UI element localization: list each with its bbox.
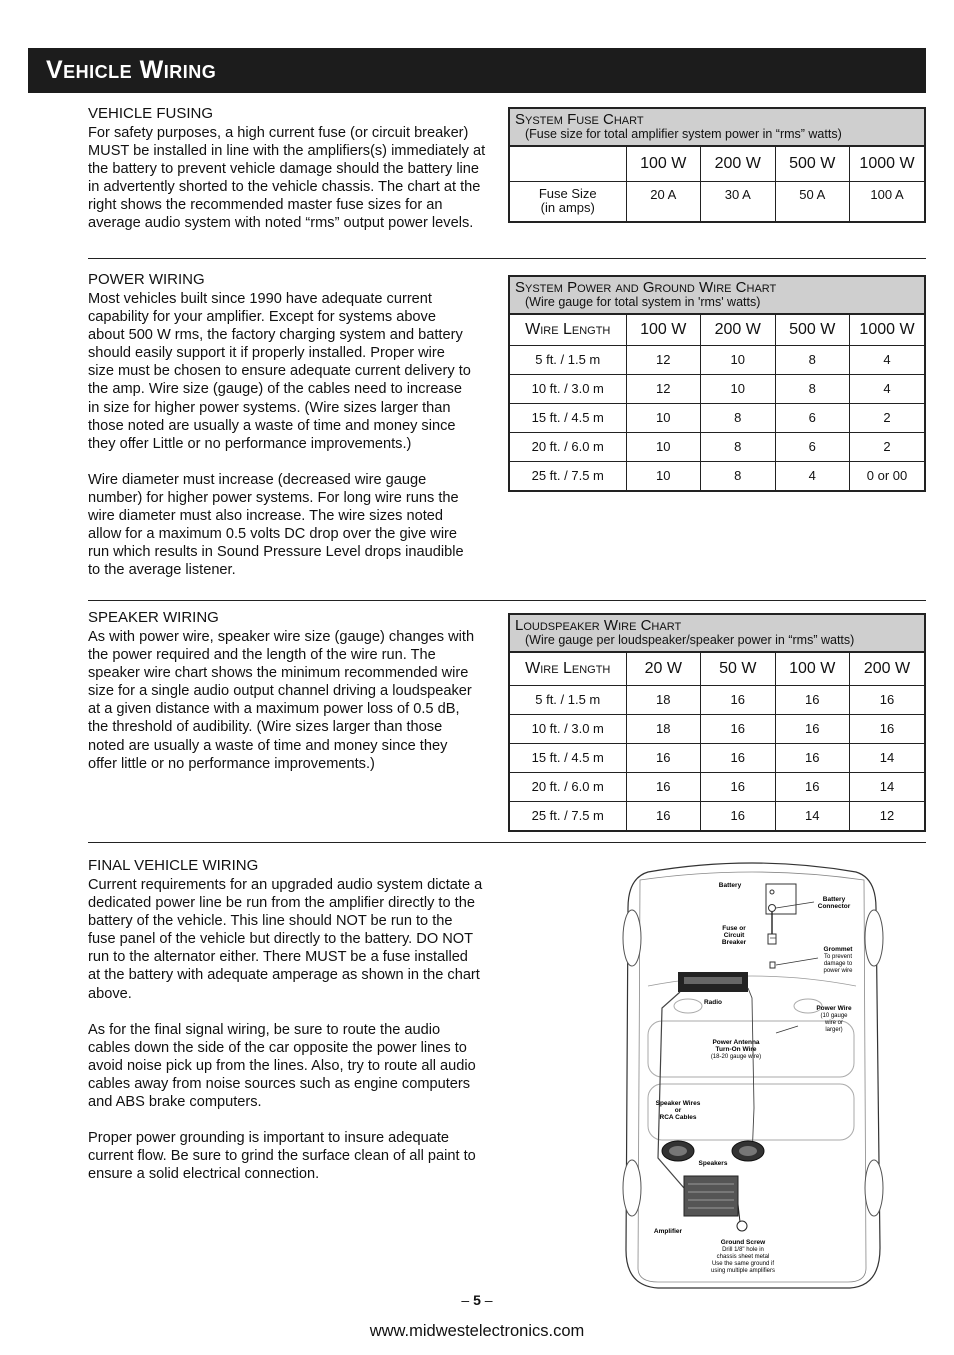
power-chart-gauge-cell: 6 [775,432,850,461]
power-chart-length-cell: 10 ft. / 3.0 m [510,374,626,403]
power-chart-gauge-cell: 8 [775,374,850,403]
fuse-icon [768,934,776,944]
section-speaker-wiring [88,608,498,791]
speaker-chart-col-header: 20 W [626,653,701,685]
battery-icon [766,884,796,914]
power-chart-gauge-cell: 12 [626,374,701,403]
power-chart-gauge-cell: 12 [626,345,701,374]
fuse-chart-cell: 50 A [775,181,850,221]
grommet-icon [770,962,775,968]
speaker-chart-subtitle: (Wire gauge per loudspeaker/speaker power in “rms” watts) [525,633,855,647]
section-power-wiring [88,270,498,597]
power-wire-note: (10 gauge [820,1013,848,1019]
speaker-chart-gauge-cell: 18 [626,685,701,714]
fuse-chart-cell: 20 A [626,181,701,221]
footer-website-link[interactable]: www.midwestelectronics.com [369,1322,585,1340]
fuse-chart-row-label [510,181,626,221]
power-chart-gauge-cell: 2 [850,432,925,461]
speaker-chart-header [510,615,924,653]
title-banner [28,48,926,93]
power-chart-gauge-cell: 8 [701,432,776,461]
page-number-suffix: – [480,1292,493,1308]
speaker-chart-col-header: Wire Length [510,653,626,685]
fuse-size-unit-label: (in amps) [540,200,595,216]
power-chart-title: System Power and Ground Wire Chart [515,279,777,296]
power-chart-length-cell: 25 ft. / 7.5 m [510,461,626,490]
power-chart-gauge-cell: 10 [626,403,701,432]
speaker-chart-gauge-cell: 16 [775,685,850,714]
section-body-final-2: As for the final signal wiring, be sure to route the audio cables down the side of the car opposite the power lines to avoid noise pick up from the lines. Also, try to route all audio cables away from noise sources such as engine computers and ABS brake computers. [88,1021,476,1111]
section-final-wiring [88,856,498,1201]
power-chart-length-cell: 5 ft. / 1.5 m [510,345,626,374]
power-chart-row [510,374,924,403]
power-chart-gauge-cell: 10 [626,432,701,461]
grommet-label: Grommet [823,946,853,953]
grommet-note: power wire [823,968,853,974]
fuse-chart-col-header: 1000 W [850,147,925,181]
power-chart-gauge-cell: 10 [626,461,701,490]
section-body-power-1: Most vehicles built since 1990 have adequate current capability for your amplifier. Except for systems above about 500 W rms, the factory charging system and battery should easily support it if properly installed. Proper wire size must be chosen to ensure adequate current delivery to the amp. Wire size (gauge) of the cables need to increase in size for higher power systems. (Wire sizes larger than those noted are usually a waste of time and money since they offer Little or no performance improvements.) [88,291,471,452]
speaker-chart-length-cell: 15 ft. / 4.5 m [510,743,626,772]
section-body-final-1: Current requirements for an upgraded audio system dictate a dedicated power line be run from the amplifier directly to the battery of the vehicle. This line should NOT be run to the fuse panel of the vehicle but directly to the battery. DO NOT run to the alternator either. There MUST be a fuse installed at the battery with adequate amperage as shown in the chart above. [88,877,483,1002]
ground-screw-label: Ground Screw [720,1239,766,1246]
fuse-chart-title: System Fuse Chart [515,111,644,128]
speaker-chart-gauge-cell: 16 [850,714,925,743]
speaker-chart-col-header: 200 W [850,653,925,685]
vehicle-wiring-diagram [618,858,886,1290]
battery-label: Battery [718,882,742,889]
section-heading-speaker: SPEAKER WIRING [88,609,219,626]
section-body-power-2: Wire diameter must increase (decreased wire gauge number) for higher power systems. For long wire runs the wire diameter must also increase. The wire sizes noted allow for a maximum 0.5 volts DC drop over the give wire run which results in Sound Pressure Level drops inaudible to the average listener. [88,471,464,579]
section-heading-fusing: VEHICLE FUSING [88,105,214,122]
fuse-chart-table [510,147,924,221]
power-chart-subtitle: (Wire gauge for total system in 'rms' watts) [525,295,761,309]
power-chart-row [510,403,924,432]
ground-screw-note: Drill 1/8" hole in [722,1247,764,1253]
leader-line [776,958,818,965]
amplifier-label: Amplifier [653,1228,683,1235]
speaker-chart-row [510,772,924,801]
power-wire-label: Power Wire [816,1005,852,1012]
fuse-label: Fuse or [722,925,746,932]
speaker-chart-gauge-cell: 16 [701,743,776,772]
speaker-chart-gauge-cell: 16 [701,772,776,801]
speaker-chart-length-cell: 25 ft. / 7.5 m [510,801,626,830]
fuse-chart-header [510,109,924,147]
steering-wheel [674,999,702,1013]
section-divider [88,842,926,843]
fuse-label: Breaker [721,939,747,946]
page-title: Vehicle Wiring [46,56,217,84]
ground-screw-note: chassis sheet metal [716,1254,770,1260]
right-speaker-cone-icon [739,1146,757,1156]
speaker-chart-row [510,801,924,830]
antenna-note: (18-20 gauge wire) [710,1054,762,1060]
fuse-chart-corner [510,147,626,181]
power-chart-gauge-cell: 10 [701,374,776,403]
antenna-label: Turn-On Wire [715,1046,757,1053]
page-number [0,1292,954,1308]
speaker-chart-gauge-cell: 16 [775,772,850,801]
section-heading-final: FINAL VEHICLE WIRING [88,857,259,874]
power-chart-row [510,461,924,490]
power-chart-gauge-cell: 4 [850,374,925,403]
speaker-wires-label: Speaker Wires [655,1100,701,1107]
power-wire-note: wire or [824,1020,844,1026]
section-heading-power: POWER WIRING [88,271,205,288]
speaker-chart-col-header: 50 W [701,653,776,685]
section-divider [88,258,926,259]
section-body-speaker: As with power wire, speaker wire size (gauge) changes with the power required and the length of the wire run. The speaker wire chart shows the minimum recommended wire size for a single audio output channel driving a loudspeaker at a given distance with a maximum power loss of 0.5 dB, the threshold of audibility. (Wire sizes larger than those noted are usually a waste of time and money since they offer little or no performance improvements.) [88,629,475,772]
section-body-fusing: For safety purposes, a high current fuse (or circuit breaker) MUST be installed in line with the amplifiers(s) immediately at the battery to prevent vehicle damage should the battery line in advertently shorted to the vehicle chassis. The chart at the right shows the recommended master fuse sizes for an average audio system with noted “rms” output power levels. [88,125,486,232]
rear-left-wheel [623,1160,641,1216]
speaker-chart-gauge-cell: 16 [775,743,850,772]
power-chart-col-header: Wire Length [510,315,626,345]
power-chart-length-cell: 20 ft. / 6.0 m [510,432,626,461]
speaker-chart-col-header: 100 W [775,653,850,685]
power-chart-row [510,432,924,461]
amplifier-icon [684,1176,738,1216]
fuse-chart-cell: 30 A [701,181,776,221]
speakers-label: Speakers [698,1160,728,1167]
section-divider [88,600,926,601]
speaker-chart-gauge-cell: 16 [701,801,776,830]
power-chart-row [510,345,924,374]
power-chart-col-header: 500 W [775,315,850,345]
power-chart-gauge-cell: 6 [775,403,850,432]
power-wire-chart [508,275,926,492]
grommet-note: damage to [823,961,853,967]
left-speaker-cone-icon [669,1146,687,1156]
speaker-chart-length-cell: 10 ft. / 3.0 m [510,714,626,743]
speaker-chart-gauge-cell: 16 [626,772,701,801]
page-number-value: 5 [473,1292,481,1308]
power-chart-gauge-cell: 4 [775,461,850,490]
rear-right-wheel [865,1160,883,1216]
section-body-final-3: Proper power grounding is important to insure adequate current flow. Be sure to grind the surface clean of all paint to ensure a solid electrical connection. [88,1130,476,1183]
speaker-chart-title: Loudspeaker Wire Chart [515,617,682,634]
speaker-wires-label: RCA Cables [659,1114,697,1121]
fuse-label: Circuit [723,932,745,939]
speaker-chart-gauge-cell: 16 [626,743,701,772]
speaker-chart-gauge-cell: 16 [701,685,776,714]
fuse-chart [508,107,926,223]
speaker-chart-gauge-cell: 14 [850,743,925,772]
speaker-chart-gauge-cell: 16 [701,714,776,743]
power-chart-gauge-cell: 10 [701,345,776,374]
speaker-wires-label: or [674,1107,682,1114]
power-chart-table [510,315,924,490]
fuse-chart-subtitle: (Fuse size for total amplifier system power in “rms” watts) [525,127,842,141]
power-chart-col-header: 200 W [701,315,776,345]
ground-screw-icon [737,1221,747,1231]
speaker-wire-chart [508,613,926,832]
ground-screw-note: Use the same ground if [711,1261,775,1267]
radio-label: Radio [703,999,723,1006]
speaker-chart-gauge-cell: 14 [775,801,850,830]
speaker-chart-gauge-cell: 16 [775,714,850,743]
power-chart-gauge-cell: 4 [850,345,925,374]
antenna-label: Power Antenna [712,1039,760,1046]
speaker-chart-row [510,714,924,743]
speaker-chart-length-cell: 20 ft. / 6.0 m [510,772,626,801]
speaker-chart-gauge-cell: 16 [850,685,925,714]
battery-connector-label: Battery [822,896,846,903]
speaker-chart-row [510,743,924,772]
power-chart-gauge-cell: 2 [850,403,925,432]
power-chart-col-header: 1000 W [850,315,925,345]
radio-display-icon [684,977,742,984]
fuse-chart-cell: 100 A [850,181,925,221]
front-right-wheel [865,910,883,966]
speaker-chart-gauge-cell: 12 [850,801,925,830]
fuse-chart-col-header: 500 W [775,147,850,181]
page-number-prefix: – [461,1292,474,1308]
speaker-chart-gauge-cell: 16 [626,801,701,830]
power-chart-gauge-cell: 0 or 00 [850,461,925,490]
speaker-chart-table [510,653,924,830]
battery-connector-label: Connector [817,903,851,910]
antenna-wire-line [748,988,754,1158]
speaker-chart-gauge-cell: 14 [850,772,925,801]
grommet-note: To prevent [823,954,853,960]
power-chart-gauge-cell: 8 [701,403,776,432]
fuse-chart-col-header: 100 W [626,147,701,181]
speaker-chart-gauge-cell: 18 [626,714,701,743]
section-vehicle-fusing [88,104,498,251]
ground-screw-note: using multiple amplifiers [710,1268,776,1274]
power-chart-col-header: 100 W [626,315,701,345]
power-chart-gauge-cell: 8 [701,461,776,490]
power-chart-gauge-cell: 8 [775,345,850,374]
power-wire-note: larger) [825,1027,843,1033]
power-chart-header [510,277,924,315]
fuse-chart-col-header: 200 W [701,147,776,181]
speaker-chart-row [510,685,924,714]
power-chart-length-cell: 15 ft. / 4.5 m [510,403,626,432]
fuse-size-label: Fuse Size [538,186,597,202]
speaker-chart-length-cell: 5 ft. / 1.5 m [510,685,626,714]
leader-line [776,1026,798,1033]
front-left-wheel [623,910,641,966]
